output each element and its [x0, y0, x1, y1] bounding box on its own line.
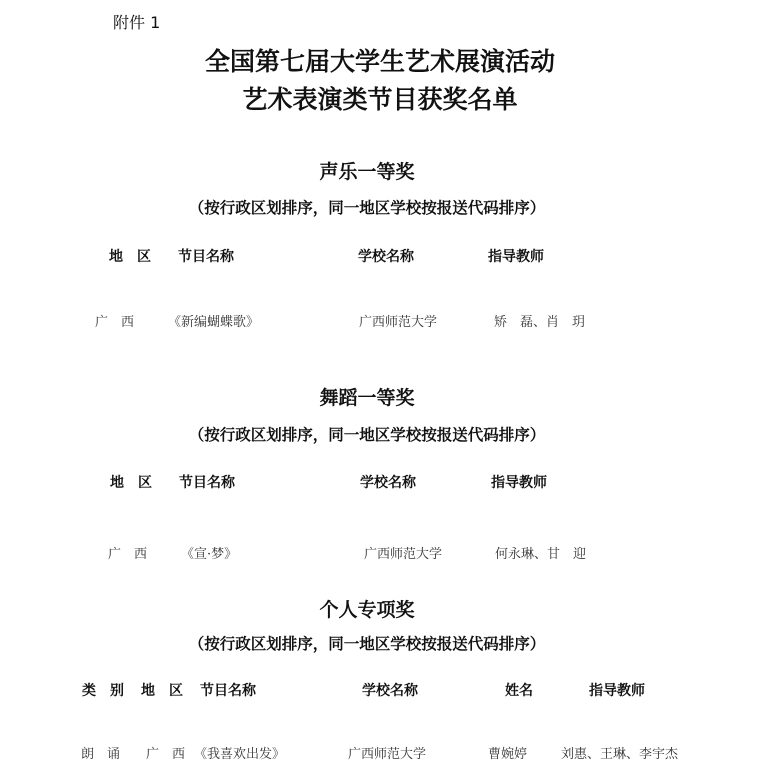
- column-header-school: 学校名称: [358, 249, 414, 265]
- section-heading: 舞蹈一等奖: [319, 387, 415, 409]
- table-row-program: 《我喜欢出发》: [194, 747, 286, 762]
- attachment-label: 附件 1: [113, 13, 161, 32]
- table-row-school: 广西师范大学: [359, 315, 438, 330]
- column-header-school: 学校名称: [362, 683, 418, 699]
- column-header-region: 地 区: [109, 249, 151, 265]
- column-header-category: 类 别: [82, 683, 124, 699]
- table-row-school: 广西师范大学: [348, 747, 427, 762]
- section-note: （按行政区划排序，同一地区学校按报送代码排序）: [188, 426, 546, 444]
- column-header-program: 节目名称: [179, 475, 235, 491]
- table-row-name: 曹婉婷: [488, 747, 528, 762]
- column-header-program: 节目名称: [200, 683, 256, 699]
- table-row-program: 《新编蝴蝶歌》: [168, 315, 260, 330]
- document-title-line-1: 全国第七届大学生艺术展演活动: [204, 47, 555, 76]
- table-row-region: 广 西: [146, 747, 186, 762]
- column-header-program: 节目名称: [178, 249, 234, 265]
- column-header-name: 姓名: [505, 683, 533, 699]
- table-row-teacher: 刘惠、王琳、李宇杰: [561, 747, 679, 762]
- section-heading: 声乐一等奖: [319, 161, 415, 183]
- table-row-category: 朗 诵: [81, 747, 121, 762]
- column-header-teacher: 指导教师: [589, 683, 645, 699]
- column-header-school: 学校名称: [360, 475, 416, 491]
- column-header-teacher: 指导教师: [488, 249, 544, 265]
- table-row-region: 广 西: [108, 547, 148, 562]
- table-row-school: 广西师范大学: [364, 547, 443, 562]
- table-row-program: 《宣·梦》: [181, 547, 238, 562]
- section-note: （按行政区划排序，同一地区学校按报送代码排序）: [188, 635, 546, 653]
- column-header-teacher: 指导教师: [491, 475, 547, 491]
- section-heading: 个人专项奖: [319, 599, 415, 621]
- column-header-region: 地 区: [141, 683, 183, 699]
- section-note: （按行政区划排序，同一地区学校按报送代码排序）: [188, 199, 546, 217]
- table-row-teacher: 矫 磊、肖 玥: [494, 315, 586, 330]
- table-row-region: 广 西: [95, 315, 135, 330]
- document-title-line-2: 艺术表演类节目获奖名单: [242, 85, 518, 114]
- table-row-teacher: 何永琳、甘 迎: [495, 547, 587, 562]
- column-header-region: 地 区: [110, 475, 152, 491]
